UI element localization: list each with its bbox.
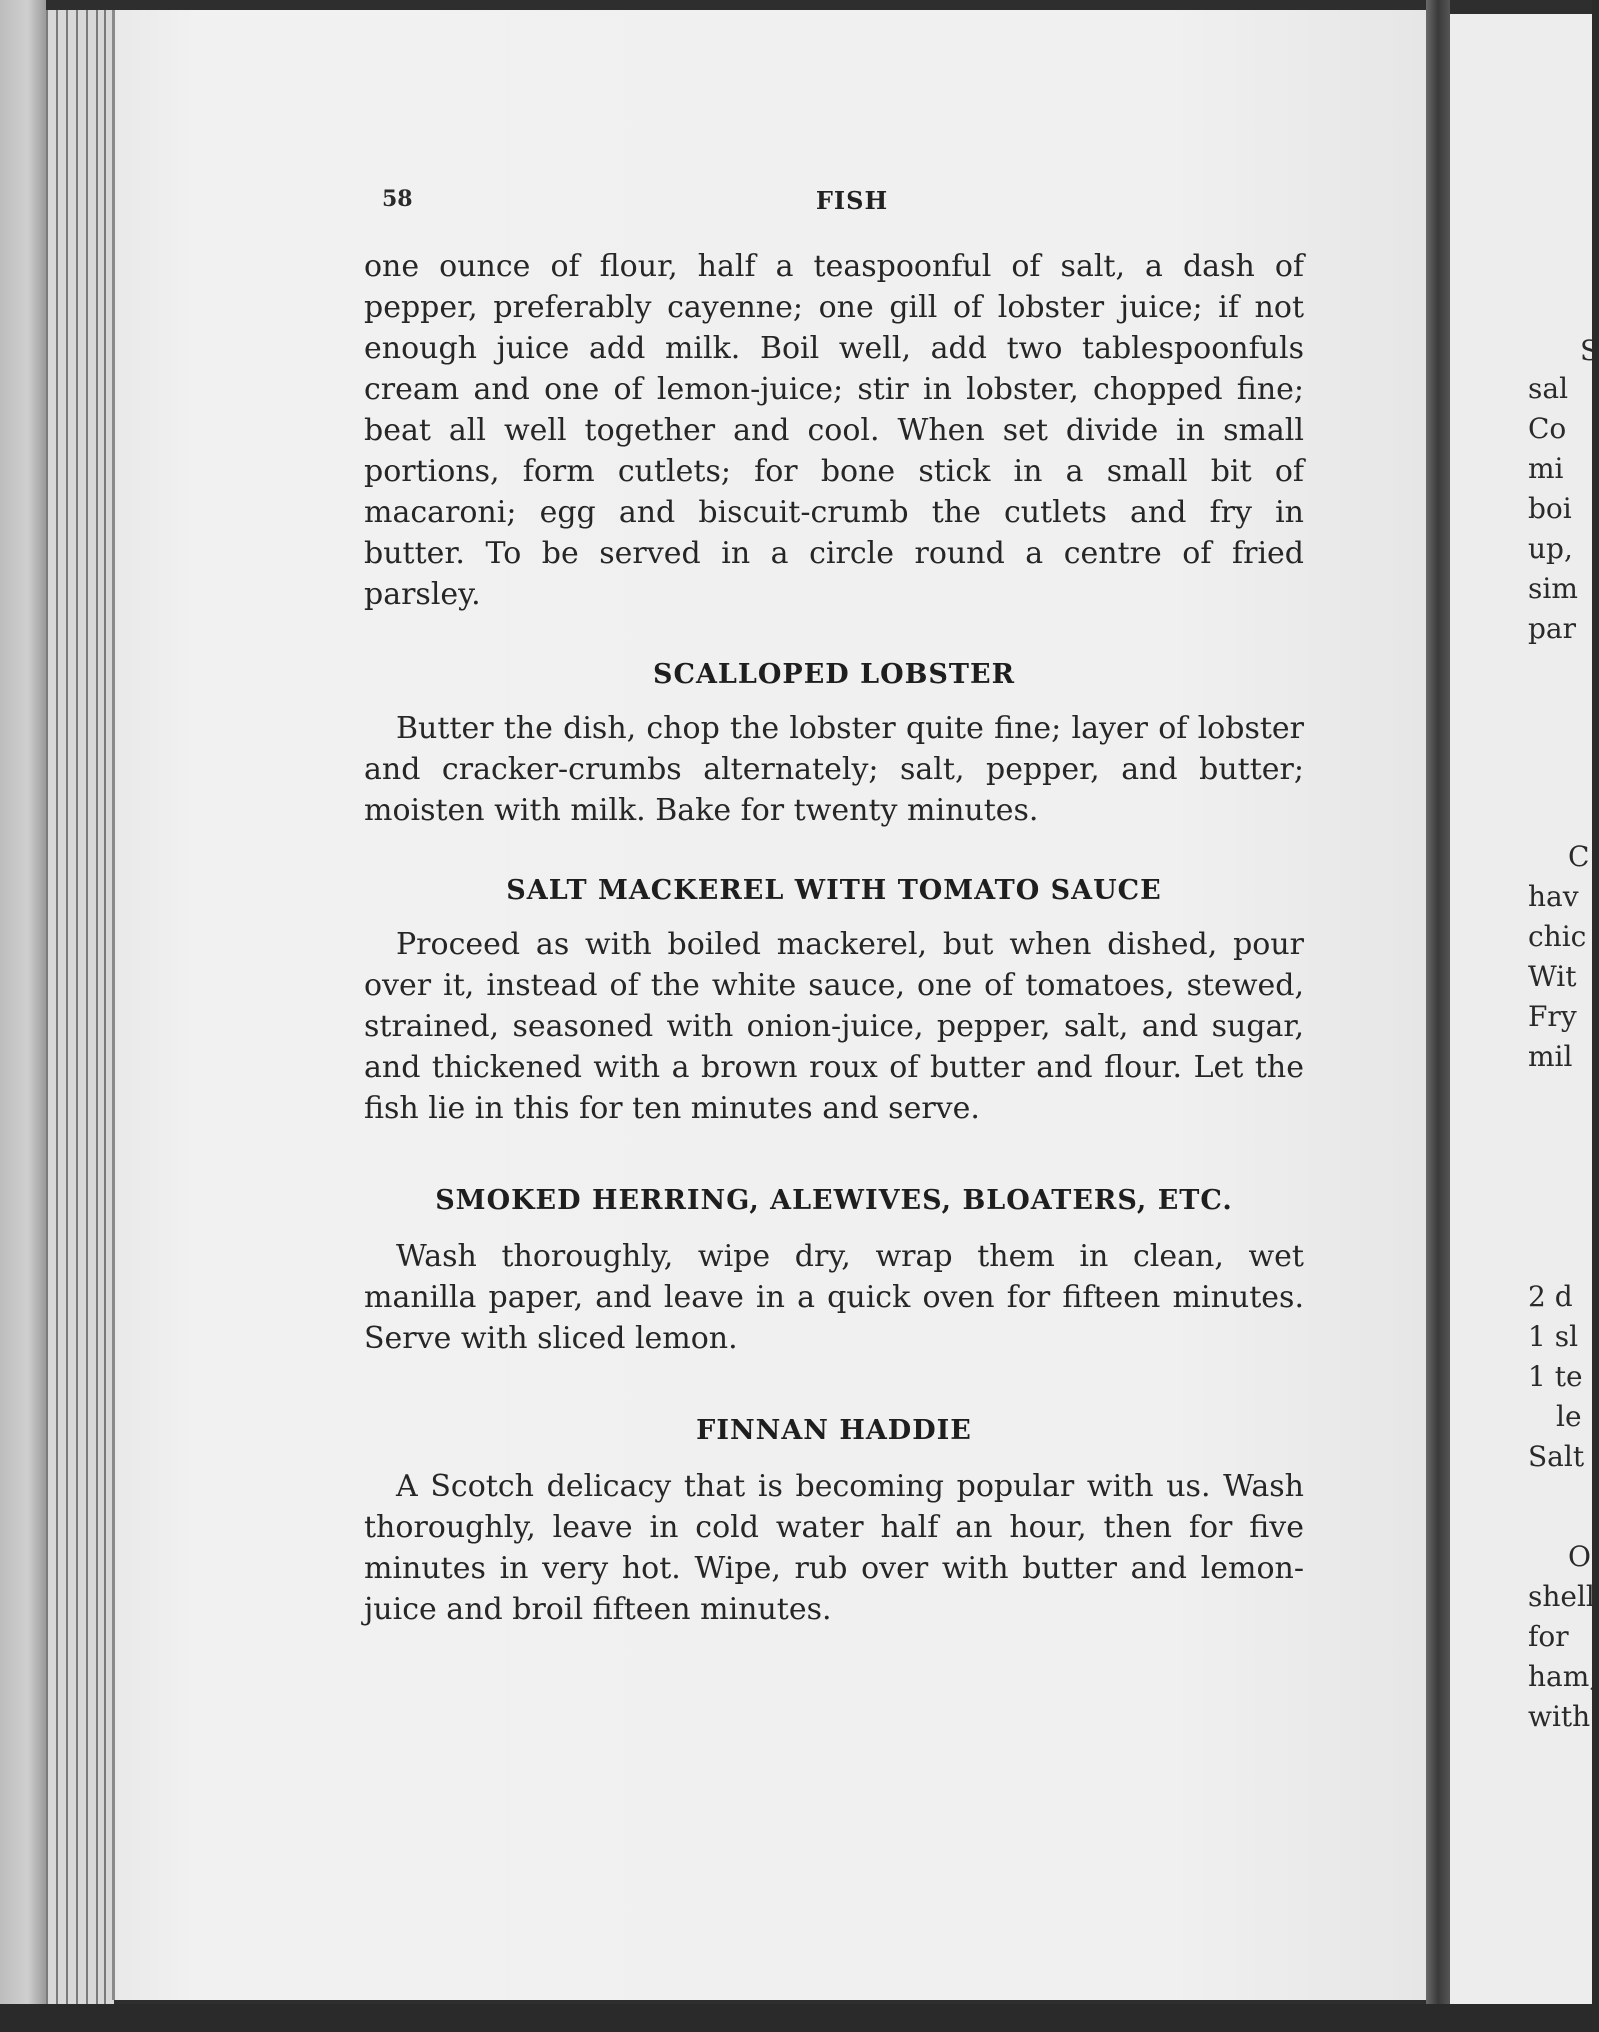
facing-fragment: Salt <box>1528 1440 1585 1473</box>
recipe-title: SCALLOPED LOBSTER <box>652 659 1016 690</box>
facing-fragment: 1 te <box>1528 1360 1583 1393</box>
recipe-body: Butter the dish, chop the lobster quite fine; layer of lobster and cracker-crumbs alternately; salt, pepper, and butter; moisten with milk. Bake for twenty minutes. <box>364 711 1304 828</box>
facing-fragment: ham, <box>1528 1660 1599 1693</box>
facing-fragment: for <box>1528 1620 1569 1653</box>
facing-fragment: O <box>1568 1540 1591 1573</box>
recipe-body: Wash thoroughly, wipe dry, wrap them in clean, wet manilla paper, and leave in a quick oven for fifteen minutes. Serve with sliced lemon. <box>364 1239 1304 1356</box>
facing-fragment: with <box>1528 1700 1591 1733</box>
facing-fragment: mi <box>1528 452 1564 485</box>
facing-fragment: sal <box>1528 372 1569 405</box>
facing-fragment: chic <box>1528 920 1587 953</box>
facing-fragment: mil <box>1528 1040 1573 1073</box>
facing-fragment: C <box>1568 840 1590 873</box>
recipe-title: FINNAN HADDIE <box>696 1415 972 1446</box>
continued-paragraph: one ounce of flour, half a teaspoonful of salt, a dash of pepper, preferably cayenne; one gill of lobster juice; if not enough juice add milk. Boil well, add two tablespoonfuls cream and one of lemon-juice; stir in lobster, chopped fine; beat all well together and cool. When set divide in small portions, form cutlets; for bone stick in a small bit of macaroni; egg and biscuit-crumb the cutlets and fry in butter. To be served in a circle round a centre of fried parsley. <box>364 249 1304 612</box>
facing-fragment: shell <box>1528 1580 1595 1613</box>
facing-fragment: Fry <box>1528 1000 1577 1033</box>
facing-fragment: sim <box>1528 572 1578 605</box>
book-page-right-fragment <box>1450 14 1599 2004</box>
facing-fragment: S <box>1580 334 1599 367</box>
book-cover-edge <box>0 0 46 2032</box>
page-number: 58 <box>382 186 413 212</box>
book-spine <box>1426 0 1450 2032</box>
facing-fragment: 2 d <box>1528 1280 1573 1313</box>
running-head <box>382 186 1322 222</box>
facing-fragment: hav <box>1528 880 1579 913</box>
page-content <box>364 246 1304 1630</box>
facing-fragment: boi <box>1528 492 1572 525</box>
scan-bottom-border <box>0 2004 1592 2032</box>
recipe-title: SALT MACKEREL WITH TOMATO SAUCE <box>506 875 1162 906</box>
recipe-title: SMOKED HERRING, ALEWIVES, BLOATERS, ETC. <box>435 1185 1233 1216</box>
facing-fragment: par <box>1528 612 1577 645</box>
recipe-body: A Scotch delicacy that is becoming popular with us. Wash thoroughly, leave in cold water half an hour, then for five minutes in very hot. Wipe, rub over with butter and lemon-juice and broil fifteen minutes. <box>364 1469 1304 1627</box>
running-title: FISH <box>815 186 889 215</box>
facing-fragment: Co <box>1528 412 1567 445</box>
facing-fragment: Wit <box>1528 960 1577 993</box>
facing-fragment: 1 sl <box>1528 1320 1579 1353</box>
facing-fragment: up, <box>1528 532 1573 565</box>
facing-fragment: le <box>1556 1400 1582 1433</box>
recipe-body: Proceed as with boiled mackerel, but when dished, pour over it, instead of the white sauce, one of tomatoes, stewed, strained, seasoned with onion-juice, pepper, salt, and sugar, and thickened with a brown roux of butter and flour. Let the fish lie in this for ten minutes and serve. <box>364 927 1304 1126</box>
